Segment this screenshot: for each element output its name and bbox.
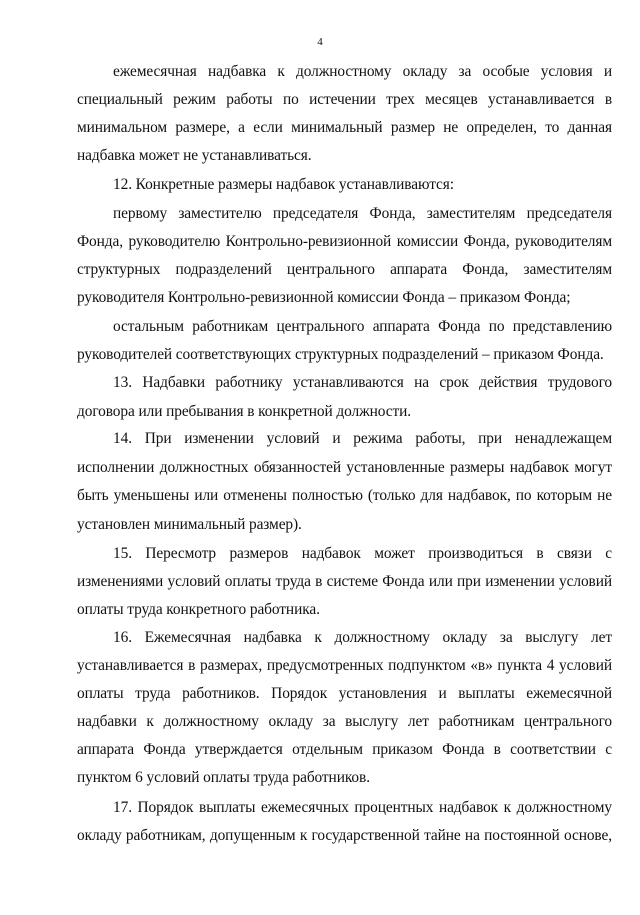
text-line: специальный режим работы по истечении трех месяцев устанавливается в	[77, 91, 612, 108]
text-line: структурных подразделений центрального аппарата Фонда, заместителям	[77, 261, 612, 278]
text-line: 17. Порядок выплаты ежемесячных процентных надбавок к должностному	[113, 799, 612, 816]
text-line: остальным работникам центрального аппарата Фонда по представлению	[113, 318, 612, 335]
text-line: окладу работникам, допущенным к государственной тайне на постоянной основе,	[77, 827, 612, 844]
text-line: аппарата Фонда утверждается отдельным приказом Фонда в соответствии с	[77, 741, 612, 758]
text-line: руководителя Контрольно-ревизионной комиссии Фонда – приказом Фонда;	[77, 289, 571, 306]
text-line: оплаты труда работников. Порядок установления и выплаты ежемесячной	[77, 685, 612, 702]
text-line: 15. Пересмотр размеров надбавок может производиться в связи с	[113, 545, 612, 562]
text-line: быть уменьшены или отменены полностью (только для надбавок, по которым не	[77, 487, 612, 504]
text-line: надбавка может не устанавливаться.	[77, 147, 312, 164]
page-number: 4	[317, 36, 323, 48]
text-line: ежемесячная надбавка к должностному окладу за особые условия и	[113, 63, 612, 80]
text-line: договора или пребывания в конкретной должности.	[77, 403, 411, 420]
text-line: надбавки к должностному окладу за выслугу лет работникам центрального	[77, 713, 612, 730]
text-line: руководителей соответствующих структурных подразделений – приказом Фонда.	[77, 346, 604, 363]
text-line: 14. При изменении условий и режима работы, при ненадлежащем	[113, 430, 612, 447]
text-line: минимальном размере, а если минимальный размер не определен, то данная	[77, 119, 612, 136]
text-line: изменениями условий оплаты труда в системе Фонда или при изменении условий	[77, 573, 612, 590]
text-line: установлен минимальный размер).	[77, 516, 302, 533]
text-line: исполнении должностных обязанностей установленные размеры надбавок могут	[77, 459, 612, 476]
text-line: оплаты труда конкретного работника.	[77, 601, 320, 618]
text-line: 13. Надбавки работнику устанавливаются на срок действия трудового	[113, 374, 612, 391]
text-line: первому заместителю председателя Фонда, заместителям председателя	[113, 205, 612, 222]
text-line: пунктом 6 условий оплаты труда работников.	[77, 769, 370, 786]
text-line: 16. Ежемесячная надбавка к должностному окладу за выслугу лет	[113, 629, 612, 646]
text-line: 12. Конкретные размеры надбавок устанавливаются:	[113, 176, 454, 193]
text-line: Фонда, руководителю Контрольно-ревизионной комиссии Фонда, руководителям	[77, 233, 612, 250]
text-line: устанавливается в размерах, предусмотренных подпунктом «в» пункта 4 условий	[77, 657, 612, 674]
